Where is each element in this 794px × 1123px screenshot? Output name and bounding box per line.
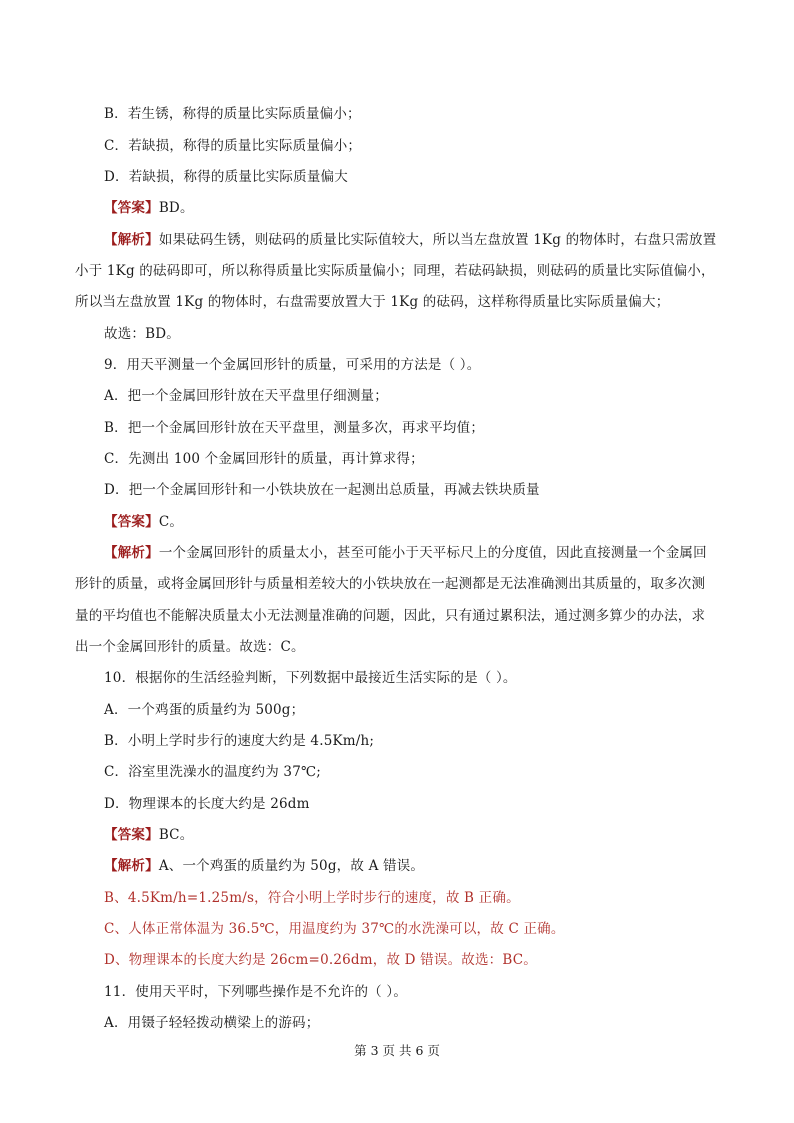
q8-answer [104, 198, 194, 218]
answer-text: BD。 [158, 200, 194, 216]
analysis-text: 如果砝码生锈，则砝码的质量比实际值较大，所以当左盘放置 1Kg 的物体时，右盘只需放置 [158, 232, 717, 248]
q10-answer [104, 825, 193, 845]
q8-analysis-line1 [104, 230, 716, 250]
q9-option-b: B．把一个金属回形针放在天平盘里，测量多次，再求平均值； [104, 420, 485, 436]
q8-analysis-line2: 小于 1Kg 的砝码即可，所以称得质量比实际质量偏小；同理，若砝码缺损，则砝码的质量比实际值偏小， [75, 263, 715, 279]
q8-option-c: C．若缺损，称得的质量比实际质量偏小； [104, 138, 362, 154]
q9-analysis-line3: 量的平均值也不能解决质量太小无法测量准确的问题，因此，只有通过累积法，通过测多算少的办法，求 [75, 608, 706, 624]
q10-analysis-c: C、人体正常体温为 36.5℃，用温度约为 37℃的水洗澡可以，故 C 正确。 [104, 921, 565, 937]
answer-tag: 【答案】 [104, 514, 159, 530]
q9-option-a: A．把一个金属回形针放在天平盘里仔细测量； [104, 388, 388, 404]
q10-option-c: C．浴室里洗澡水的温度约为 37℃; [104, 764, 322, 780]
q10-analysis-d: D、物理课本的长度大约是 26cm=0.26dm，故 D 错误。故选：BC。 [104, 952, 537, 968]
q9-analysis-line2: 形针的质量，或将金属回形针与质量相差较大的小铁块放在一起测都是无法准确测出其质量的，取多次测 [75, 576, 706, 592]
q10-stem: 10．根据你的生活经验判断，下列数据中最接近生活实际的是（ ）。 [104, 670, 517, 686]
answer-text: BC。 [158, 827, 194, 843]
q9-option-d: D．把一个金属回形针和一小铁块放在一起测出总质量，再减去铁块质量 [104, 482, 540, 498]
q8-analysis-line3: 所以当左盘放置 1Kg 的物体时，右盘需要放置大于 1Kg 的砝码，这样称得质量比实际质量偏大； [75, 294, 670, 310]
q10-option-d: D．物理课本的长度大约是 26dm [104, 796, 310, 812]
q9-analysis-line4: 出一个金属回形针的质量。故选：C。 [75, 639, 305, 655]
q10-analysis-b: B、4.5Km/h=1.25m/s，符合小明上学时步行的速度，故 B 正确。 [104, 890, 520, 906]
q11-option-a: A．用镊子轻轻拨动横梁上的游码； [104, 1015, 320, 1031]
q8-option-b: B．若生锈，称得的质量比实际质量偏小； [104, 106, 361, 122]
q9-option-c: C．先测出 100 个金属回形针的质量，再计算求得； [104, 451, 424, 467]
q10-analysis-a [104, 856, 424, 876]
analysis-tag: 【解析】 [104, 545, 159, 561]
q11-stem: 11．使用天平时，下列哪些操作是不允许的（ ）。 [104, 984, 408, 1000]
answer-text: C。 [158, 514, 184, 530]
analysis-tag: 【解析】 [104, 232, 159, 248]
analysis-tag: 【解析】 [104, 858, 159, 874]
q10-option-b: B．小明上学时步行的速度大约是 4.5Km/h; [104, 733, 375, 749]
q8-option-d: D．若缺损，称得的质量比实际质量偏大 [104, 169, 348, 185]
q10-option-a: A．一个鸡蛋的质量约为 500g； [104, 702, 305, 718]
q9-answer [104, 512, 183, 532]
analysis-text: 一个金属回形针的质量太小，甚至可能小于天平标尺上的分度值，因此直接测量一个金属回 [158, 545, 707, 561]
analysis-text: A、一个鸡蛋的质量约为 50g，故 A 错误。 [158, 858, 425, 874]
q8-choice: 故选：BD。 [104, 326, 180, 342]
page-number: 第 3 页 共 6 页 [354, 1043, 440, 1058]
q9-stem: 9．用天平测量一个金属回形针的质量，可采用的方法是（ ）。 [104, 357, 481, 373]
answer-tag: 【答案】 [104, 827, 159, 843]
answer-tag: 【答案】 [104, 200, 159, 216]
q9-analysis-line1 [104, 543, 707, 563]
